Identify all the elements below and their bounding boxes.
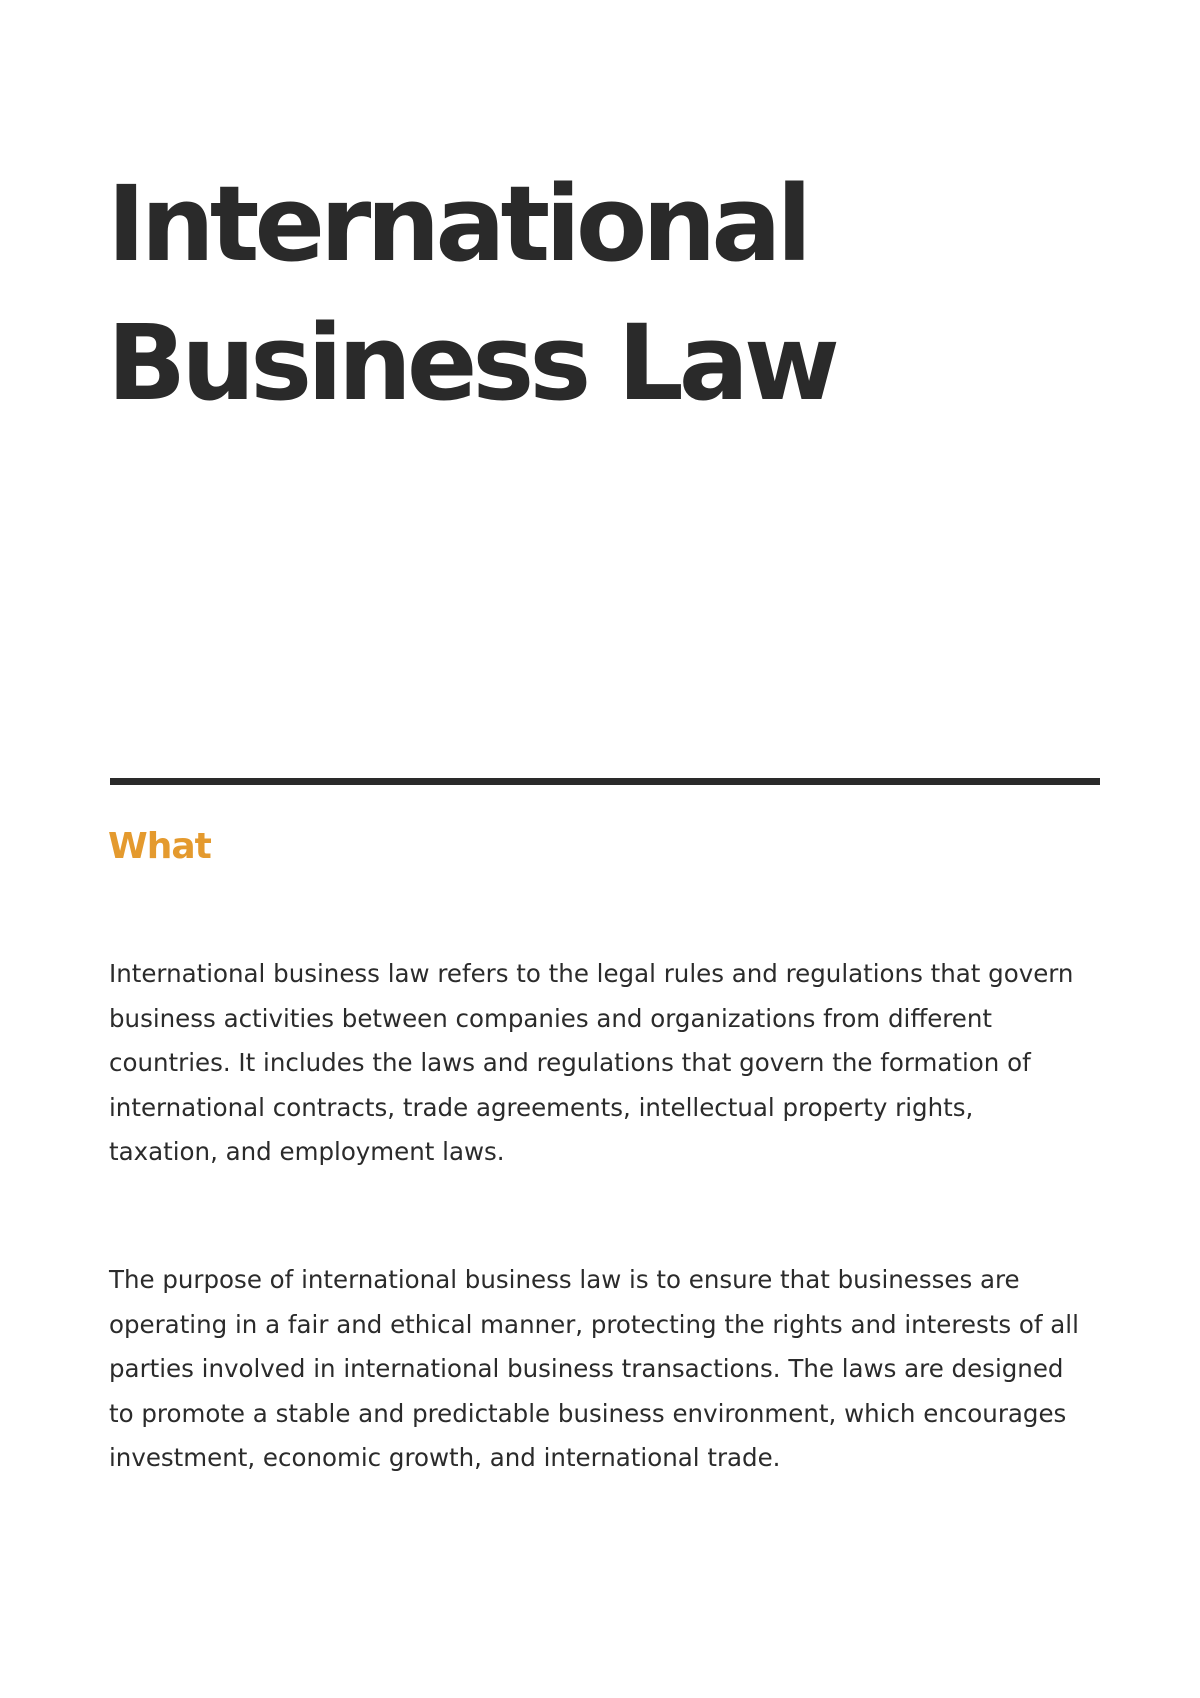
paragraph-line: international contracts, trade agreements, intellectual property rights, <box>109 1092 974 1122</box>
paragraph-line: The purpose of international business law is to ensure that businesses are <box>109 1265 1020 1294</box>
paragraph-definition <box>109 952 1119 1175</box>
paragraph-purpose <box>109 1258 1119 1481</box>
section-divider <box>110 778 1100 785</box>
page-title-line-1: International <box>107 163 808 285</box>
paragraph-line: business activities between companies and organizations from different <box>109 1003 993 1033</box>
page-title <box>107 155 1007 433</box>
section-heading: What <box>108 826 211 867</box>
paragraph-line: operating in a fair and ethical manner, protecting the rights and interests of all <box>109 1309 1079 1339</box>
paragraph-line: International business law refers to the legal rules and regulations that govern <box>109 959 1074 988</box>
paragraph-line: taxation, and employment laws. <box>109 1137 505 1166</box>
paragraph-line: countries. It includes the laws and regulations that govern the formation of <box>109 1048 1031 1077</box>
page-title-line-2: Business Law <box>107 302 835 424</box>
paragraph-line: parties involved in international business transactions. The laws are designed <box>109 1354 1064 1383</box>
paragraph-line: to promote a stable and predictable business environment, which encourages <box>109 1398 1067 1428</box>
paragraph-line: investment, economic growth, and international trade. <box>109 1443 781 1472</box>
